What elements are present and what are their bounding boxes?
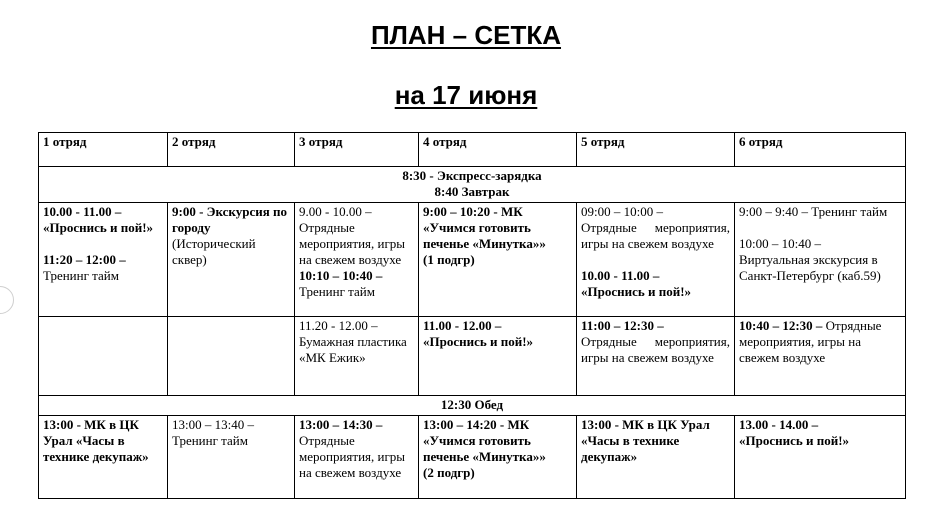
cell-text: Отрядные мероприятия, игры на свежем воздухе [299, 433, 406, 480]
cell-text: 13:00 – 14:20 - МК «Учимся готовить печенье «Минутка»» [423, 417, 546, 464]
cell-text: 9:00 – 10:20 - МК «Учимся готовить печенье «Минутка»» [423, 204, 546, 251]
table-cell [577, 203, 735, 317]
header-cell: 5 отряд [577, 133, 735, 167]
cell-text: «Проснись и пой!» [423, 334, 534, 349]
table-cell [577, 317, 735, 396]
cell-text: 13.00 - 14.00 – [739, 417, 819, 432]
table-row [39, 203, 906, 317]
morning-cell [39, 167, 906, 203]
header-cell: 6 отряд [735, 133, 906, 167]
morning-exercise: 8:30 - Экспресс-зарядка [402, 168, 542, 183]
schedule-table [38, 132, 906, 499]
cell-text: 13:00 – 14:30 – [299, 417, 383, 432]
table-cell [295, 416, 419, 499]
side-scroll-handle[interactable] [0, 286, 14, 314]
table-cell [735, 317, 906, 396]
cell-text: (1 подгр) [423, 252, 475, 267]
table-cell [419, 416, 577, 499]
cell-text: 09:00 – 10:00 – [581, 204, 663, 219]
table-cell [419, 203, 577, 317]
page-title: ПЛАН – СЕТКА [370, 20, 562, 50]
table-row [39, 317, 906, 396]
cell-text: Отрядные мероприятия, игры на свежем воздухе [581, 334, 730, 365]
cell-text: 9:00 - Экскурсия по городу [172, 204, 287, 235]
table-cell [735, 203, 906, 317]
lunch-row [39, 396, 906, 416]
cell-text: 11:00 – 12:30 – [581, 318, 664, 333]
cell-text: Отрядные мероприятия, игры на свежем воздухе [739, 318, 882, 365]
cell-text: 10:40 – 12:30 – [739, 318, 823, 333]
header-cell: 4 отряд [419, 133, 577, 167]
table-row [39, 416, 906, 499]
header-row [39, 133, 906, 167]
lunch-cell: 12:30 Обед [39, 396, 906, 416]
cell-text: Тренинг тайм [43, 268, 119, 283]
table-cell [39, 317, 168, 396]
table-cell: 13:00 - МК в ЦК Урал «Часы в технике декупаж» [39, 416, 168, 499]
table-cell: 13:00 – 13:40 – Тренинг тайм [168, 416, 295, 499]
cell-text: Виртуальная экскурсия в Санкт-Петербург (каб.59) [739, 252, 881, 283]
table-cell [735, 416, 906, 499]
cell-text: 10:10 – 10:40 – [299, 268, 383, 283]
cell-text: 9.00 - 10.00 – [299, 204, 372, 219]
cell-text: «Проснись и пой!» [581, 284, 692, 299]
table-cell [168, 203, 295, 317]
cell-text: 10.00 - 11.00 – [581, 268, 660, 283]
page-subtitle: на 17 июня [394, 80, 538, 110]
header-cell: 2 отряд [168, 133, 295, 167]
cell-text: 10.00 - 11.00 – [43, 204, 122, 219]
morning-row [39, 167, 906, 203]
cell-text: «Проснись и пой!» [739, 433, 850, 448]
cell-text: (Исторический сквер) [172, 236, 256, 267]
morning-breakfast: 8:40 Завтрак [434, 184, 510, 199]
cell-text: Отрядные мероприятия, игры на свежем воздухе [299, 220, 406, 267]
table-cell [295, 203, 419, 317]
cell-text: 10:00 – 10:40 – [739, 236, 821, 251]
table-cell [419, 317, 577, 396]
cell-text: Тренинг тайм [299, 284, 375, 299]
header-cell: 3 отряд [295, 133, 419, 167]
table-cell: 13:00 - МК в ЦК Урал «Часы в технике декупаж» [577, 416, 735, 499]
table-cell [295, 317, 419, 396]
cell-text: 11.20 - 12.00 – [299, 318, 378, 333]
cell-text: 11.00 - 12.00 – [423, 318, 502, 333]
cell-text: 9:00 – 9:40 – Тренинг тайм [739, 204, 888, 219]
header-cell: 1 отряд [39, 133, 168, 167]
table-cell [168, 317, 295, 396]
cell-text: Отрядные мероприятия, игры на свежем воздухе [581, 220, 730, 251]
cell-text: Бумажная пластика «МК Ежик» [299, 334, 407, 365]
cell-text: 11:20 – 12:00 – [43, 252, 126, 267]
cell-text: «Проснись и пой!» [43, 220, 154, 235]
cell-text: (2 подгр) [423, 465, 475, 480]
table-cell [39, 203, 168, 317]
